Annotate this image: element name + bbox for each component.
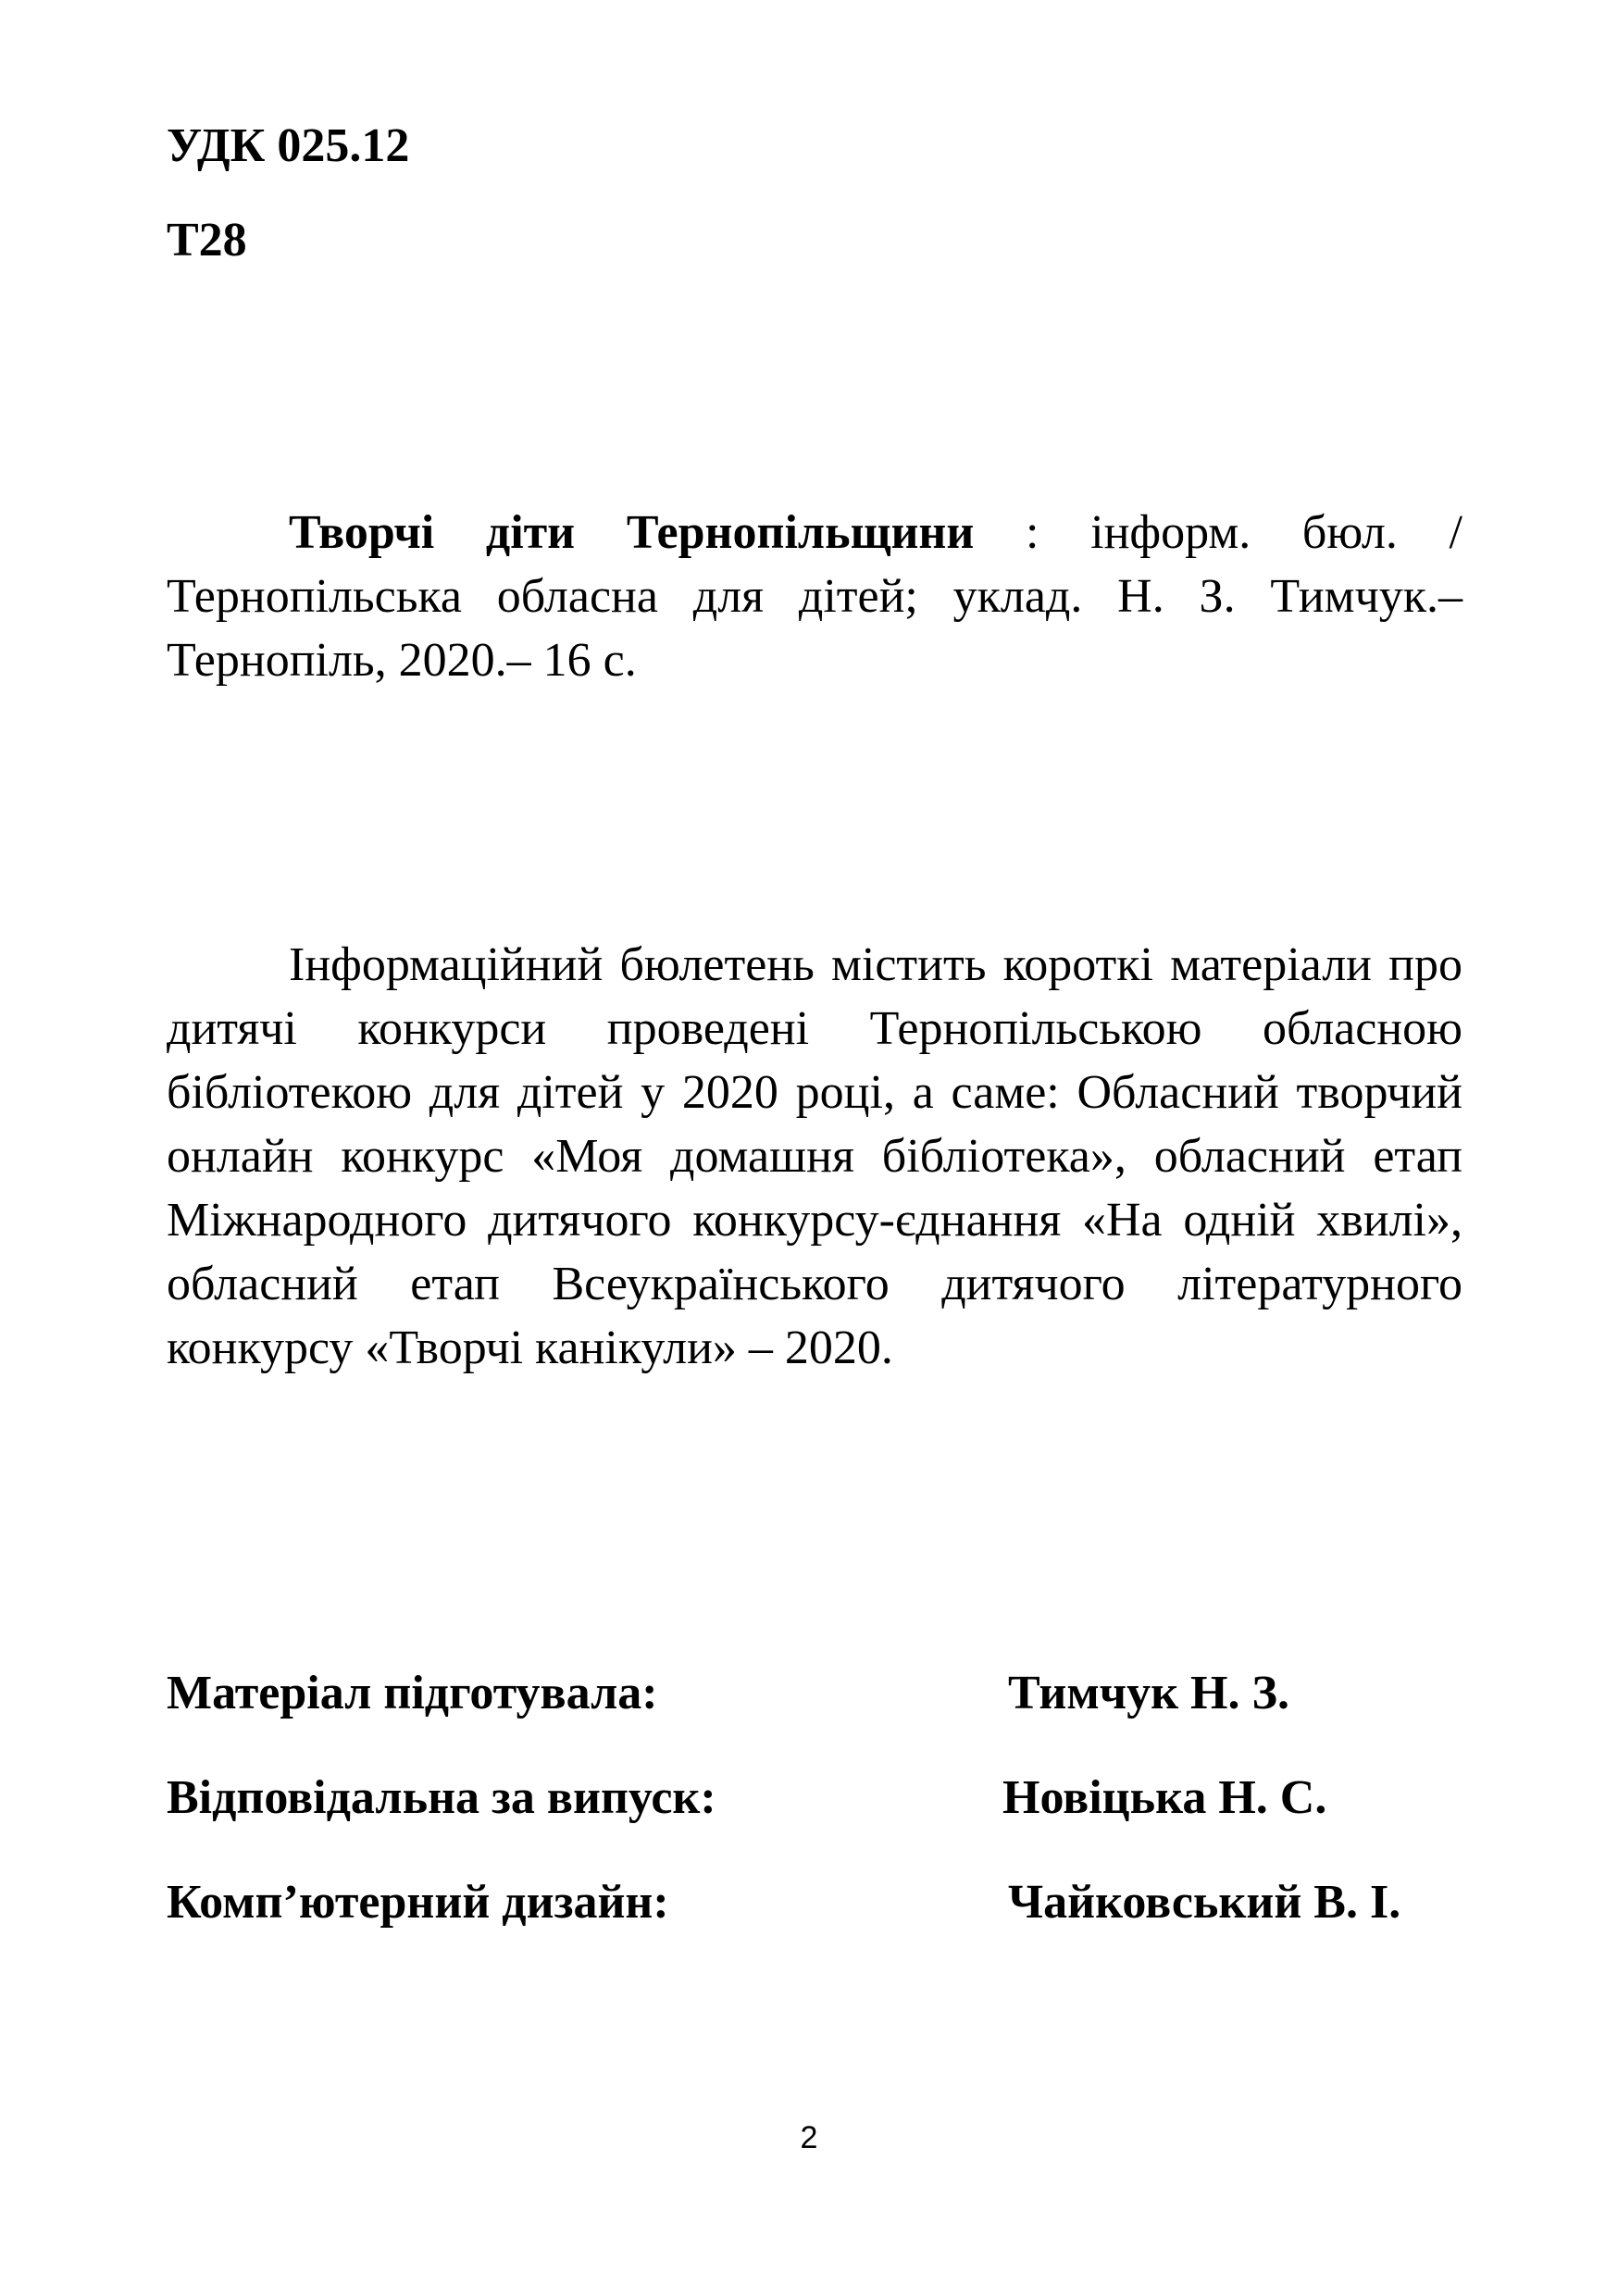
author-sign-code: Т28	[167, 214, 247, 267]
annotation-paragraph: Інформаційний бюлетень містить короткі матеріали про дитячі конкурси проведені Тернопільською обласною бібліотекою для дітей у 2020 році, а саме: Обласний творчий онлайн конкурс «Моя домашня бібліотека», обласний етап Міжнародного дитячого конкурсу-єднання «На одній хвилі», обласний етап Всеукраїнського дитячого літературного конкурсу «Творчі канікули» – 2020.	[167, 938, 1462, 1374]
credit-role: Комп’ютерний дизайн:	[167, 1876, 669, 1929]
credits-block	[167, 1666, 1462, 1980]
udk-code: УДК 025.12	[167, 119, 410, 172]
credit-name: Новіцька Н. С.	[1002, 1771, 1327, 1824]
credit-row	[167, 1666, 1462, 1721]
credit-name: Тимчук Н. З.	[1008, 1667, 1289, 1719]
bibliographic-citation	[167, 501, 1462, 692]
citation-title: Творчі діти Тернопільщини	[289, 506, 975, 559]
page-number: 2	[800, 2120, 818, 2155]
credit-row	[167, 1875, 1462, 1930]
citation-details: : інформ. бюл. / Тернопільська обласна для дітей; уклад. Н. З. Тимчук.– Тернопіль, 2020.– 16 с.	[167, 506, 1462, 687]
credit-row	[167, 1770, 1462, 1826]
credit-name: Чайковський В. І.	[1008, 1876, 1401, 1929]
credit-role: Відповідальна за випуск:	[167, 1771, 716, 1824]
credit-role: Матеріал підготувала:	[167, 1667, 658, 1719]
